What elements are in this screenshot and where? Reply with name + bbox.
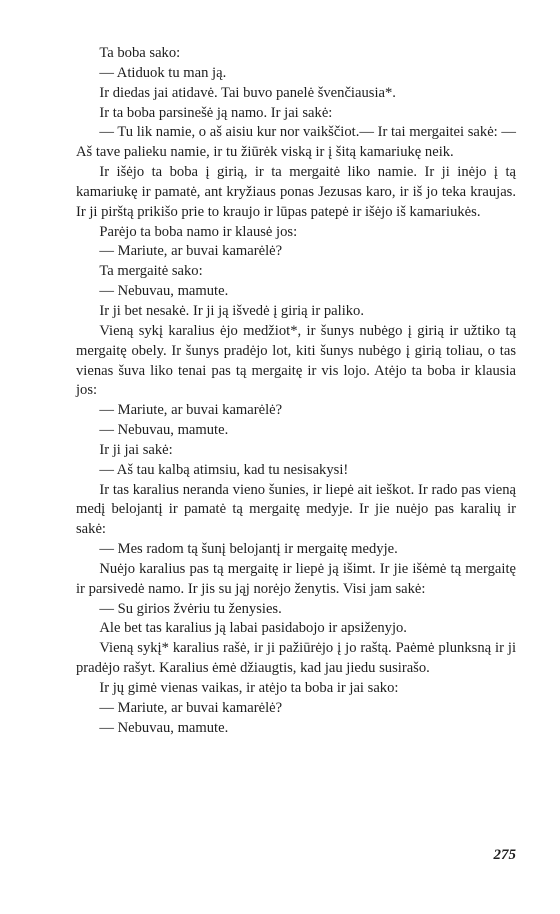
paragraph: Nuėjo karalius pas tą mergaitę ir liepė ją išimt. Ir jie išėmė tą mergaitę ir parsivedė namo. Ir jis su jąj norėjo ženytis. Visi jam sakė:: [76, 560, 516, 597]
dialogue-line: — Mariute, ar buvai kamarėlė?: [99, 243, 283, 260]
paragraph: Ir ta boba parsinešė ją namo. Ir jai sakė:: [99, 104, 333, 121]
dialogue-line: — Nebuvau, mamute.: [99, 283, 229, 300]
paragraph: Vieną sykį karalius ėjo medžiot*, ir šunys nubėgo į girią ir užtiko tą mergaitę obely. Ir šunys pradėjo lot, kiti šunys nubėgo į girią toliau, o tas vienas šuva liko tenai pas tą mergaitę ir vis lojo. Atėjo ta boba ir klausia jos:: [76, 322, 516, 399]
paragraph: Ir tas karalius neranda vieno šunies, ir liepė ait ieškot. Ir rado pas vieną medį belojantį ir pamatė tą mergaitę medyje. Ir jie nuėjo pas karalių ir sakė:: [76, 481, 516, 538]
paragraph: Ir ji bet nesakė. Ir ji ją išvedė į girią ir paliko.: [99, 302, 364, 319]
paragraph: Parėjo ta boba namo ir klausė jos:: [99, 223, 298, 240]
book-page-text: [76, 44, 516, 739]
dialogue-line: — Mariute, ar buvai kamarėlė?: [99, 699, 283, 716]
dialogue-line: — Aš tau kalbą atimsiu, kad tu nesisakysi!: [99, 461, 349, 478]
dialogue-line: — Su girios žvėriu tu ženysies.: [99, 600, 282, 617]
paragraph: Ir jų gimė vienas vaikas, ir atėjo ta boba ir jai sako:: [99, 680, 399, 696]
dialogue-line: — Tu lik namie, o aš aisiu kur nor vaikščiot.— Ir tai mergaitei sakė: — Aš tave palieku namie, ir tu žiūrėk viską ir į šitą kamariukę neik.: [76, 124, 516, 161]
paragraph: Ir ji jai sakė:: [99, 441, 173, 458]
paragraph: Ir diedas jai atidavė. Tai buvo panelė švenčiausia*.: [99, 84, 396, 101]
dialogue-line: — Atiduok tu man ją.: [99, 64, 227, 81]
paragraph: Ta mergaitė sako:: [99, 263, 203, 280]
dialogue-line: — Mes radom tą šunį belojantį ir mergaitę medyje.: [99, 541, 398, 558]
dialogue-line: — Mariute, ar buvai kamarėlė?: [99, 402, 283, 419]
paragraph: Ir išėjo ta boba į girią, ir ta mergaitė liko namie. Ir ji inėjo į tą kamariukę ir pamatė, ant kryžiaus ponas Jezusas karo, ir iš jo teka kraujas. Ir ji pirštą prikišo prie to kraujo ir lūpas patepė ir išėjo iš kamariukės.: [76, 164, 516, 220]
paragraph: Vieną sykį* karalius rašė, ir ji pažiūrėjo į jo raštą. Paėmė plunksną ir ji pradėjo rašyt. Karalius ėmė džiaugtis, kad jau jiedu susirašo.: [76, 640, 516, 677]
dialogue-line: — Nebuvau, mamute.: [99, 719, 229, 736]
paragraph: Ta boba sako:: [99, 45, 181, 61]
page-number: 275: [493, 847, 516, 863]
dialogue-line: — Nebuvau, mamute.: [99, 422, 229, 439]
paragraph: Ale bet tas karalius ją labai pasidabojo ir apsiženyjo.: [99, 620, 407, 637]
